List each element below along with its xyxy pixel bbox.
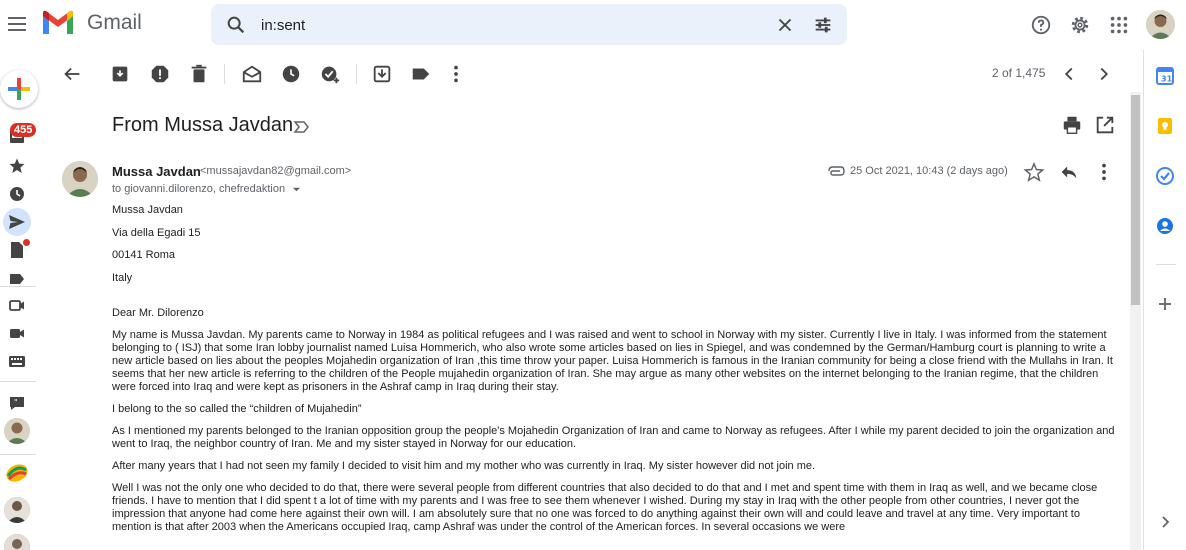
more-vertical-icon[interactable] xyxy=(444,62,468,86)
keyboard-icon[interactable] xyxy=(8,352,26,370)
important-marker-icon[interactable] xyxy=(293,118,311,136)
gmail-logo[interactable] xyxy=(41,10,142,36)
body-paragraph: After many years that I had not seen my family I decided to visit him and my mother who was currently in Iraq. My sister however did not join me. xyxy=(112,459,816,472)
svg-text:31: 31 xyxy=(1161,74,1173,84)
sent-icon[interactable] xyxy=(8,213,26,231)
rail-divider xyxy=(0,286,36,287)
contact-avatar[interactable] xyxy=(4,497,30,523)
gmail-m-icon xyxy=(41,10,75,36)
pagination-count: 2 of 1,475 xyxy=(992,66,1046,80)
report-spam-icon[interactable] xyxy=(148,62,172,86)
address-line: Mussa Javdan xyxy=(112,204,183,216)
keep-icon[interactable] xyxy=(1155,116,1175,136)
labels-icon[interactable] xyxy=(409,62,433,86)
left-rail xyxy=(0,50,38,550)
move-to-icon[interactable] xyxy=(370,62,394,86)
space-avatar[interactable] xyxy=(4,460,30,486)
get-addons-plus-icon[interactable] xyxy=(1155,294,1175,314)
apps-grid-icon[interactable] xyxy=(1107,13,1131,37)
attachment-clip-icon xyxy=(827,164,845,178)
side-panel-divider xyxy=(1156,264,1176,265)
email-body xyxy=(112,204,1117,543)
add-to-tasks-icon[interactable] xyxy=(318,62,342,86)
search-input[interactable] xyxy=(261,12,761,38)
search-options-icon[interactable] xyxy=(811,13,835,37)
drafts-dot xyxy=(23,239,30,246)
sender-name[interactable]: Mussa Javdan xyxy=(112,164,201,179)
top-bar xyxy=(0,0,1186,50)
toolbar-divider xyxy=(356,64,357,84)
settings-gear-icon[interactable] xyxy=(1068,13,1092,37)
inbox-unread-badge: 455 xyxy=(10,123,36,137)
print-icon[interactable] xyxy=(1060,113,1084,137)
main-menu-icon[interactable] xyxy=(6,13,28,35)
show-side-panel-chevron-icon[interactable] xyxy=(1155,512,1175,532)
mark-unread-icon[interactable] xyxy=(240,62,264,86)
archive-icon[interactable] xyxy=(108,62,132,86)
body-paragraph: Well I was not the only one who decided to do that, there were several people from different countries that also decided to do that and I met and spent time with them in Iraq as well, and we became close friends. I have to mention that I did spent t a lot of time with my parents and I was free to see them whenever I wished. During my stay in Iraq with the other people from other countries, I never got the impression that anyone had come here against their own will. I am absolutely sure that no one was forced to do anything against their own will and could leave and travel at any time. Very important to mention is that after 2003 when the Americans occupied Iraq, camp Ashraf was under the control of the American forces. In several occasions we were xyxy=(112,481,1098,533)
app-name: Gmail xyxy=(87,11,142,34)
sender-avatar[interactable] xyxy=(62,161,98,197)
message-more-icon[interactable] xyxy=(1092,160,1116,184)
body-paragraph: As I mentioned my parents belonged to the Iranian opposition group the people's Mojahedin Organization of Iran and came to Norway as refugees. After I while my parent decided to join the organization and went to Iraq, the neighbor country of Iran. Me and my sister stayed in Norway for our education. xyxy=(112,424,1115,450)
address-line: Via della Egadi 15 xyxy=(112,226,201,239)
body-paragraph: I belong to the so called the “children of Mujahedin” xyxy=(112,402,362,415)
email-subject: From Mussa Javdan xyxy=(112,114,294,136)
side-panel xyxy=(1143,50,1186,550)
contacts-icon[interactable] xyxy=(1155,216,1175,236)
newer-chevron-left-icon[interactable] xyxy=(1057,62,1081,86)
tasks-icon[interactable] xyxy=(1155,166,1175,186)
greeting: Dear Mr. Dilorenzo xyxy=(112,306,204,319)
chat-contact-avatar[interactable] xyxy=(4,418,30,444)
body-paragraph: My name is Mussa Javdan. My parents came to Norway in 1984 as political refugees and I was raised and went to school in Norway with my sister. Currently I live in Italy. I was informed from the statement belonging to ( ISJ) that some Iran lobby journalist named Luisa Hommerich, who also wrote some articles based on lies in Spiegel, and was condemned by the German/Hamburg court is planning to write a new article based on lies about the peoples Mojahedin organization of Iran ,this time throw your paper. Luisa Hommerich is famous in the Iranian community for being a close friend with the Mullahs in Iran. It seems that her new article is referring to the children of the People mujahedin organization of Iran. She may argue as many other websites on the internet belonging to the Iranian regime, that the children were forced into Iraq and were kept as prisoners in the Ashraf camp in Iraq during their stay. xyxy=(112,328,1113,393)
toolbar-divider xyxy=(224,64,225,84)
back-arrow-icon[interactable] xyxy=(60,62,84,86)
contact-avatar-2[interactable] xyxy=(4,534,30,550)
recipients-line[interactable] xyxy=(112,183,301,195)
address-line: Italy xyxy=(112,271,133,284)
reply-arrow-icon[interactable] xyxy=(1057,160,1081,184)
star-icon[interactable] xyxy=(1022,160,1046,184)
recipients-dropdown-icon[interactable] xyxy=(292,185,301,194)
compose-plus-icon xyxy=(6,76,32,102)
meet-join-icon[interactable] xyxy=(8,324,26,342)
chat-bubble-icon[interactable] xyxy=(8,394,26,412)
rail-divider xyxy=(0,454,36,455)
sender-email: <mussajavdan82@gmail.com> xyxy=(200,165,352,177)
search-icon[interactable] xyxy=(225,14,247,36)
email-date: 25 Oct 2021, 10:43 (2 days ago) xyxy=(850,165,1008,177)
compose-button[interactable] xyxy=(0,70,38,108)
recipients-text: to giovanni.dilorenzo, chefredaktion xyxy=(112,183,286,195)
delete-trash-icon[interactable] xyxy=(187,62,211,86)
starred-icon[interactable] xyxy=(8,157,26,175)
help-icon[interactable] xyxy=(1029,13,1053,37)
scrollbar-thumb[interactable] xyxy=(1131,95,1140,305)
account-avatar[interactable] xyxy=(1146,10,1175,39)
open-new-window-icon[interactable] xyxy=(1093,113,1117,137)
meet-new-meeting-icon[interactable] xyxy=(8,296,26,314)
search-bar[interactable] xyxy=(211,4,847,45)
snoozed-clock-icon[interactable] xyxy=(8,185,26,203)
address-line: 00141 Roma xyxy=(112,249,175,262)
snooze-clock-icon[interactable] xyxy=(279,62,303,86)
message-toolbar xyxy=(52,58,1132,90)
clear-search-icon[interactable] xyxy=(773,13,797,37)
rail-divider xyxy=(0,381,36,382)
calendar-icon[interactable] xyxy=(1155,66,1175,86)
older-chevron-right-icon[interactable] xyxy=(1092,62,1116,86)
svg-text:": " xyxy=(14,398,18,407)
